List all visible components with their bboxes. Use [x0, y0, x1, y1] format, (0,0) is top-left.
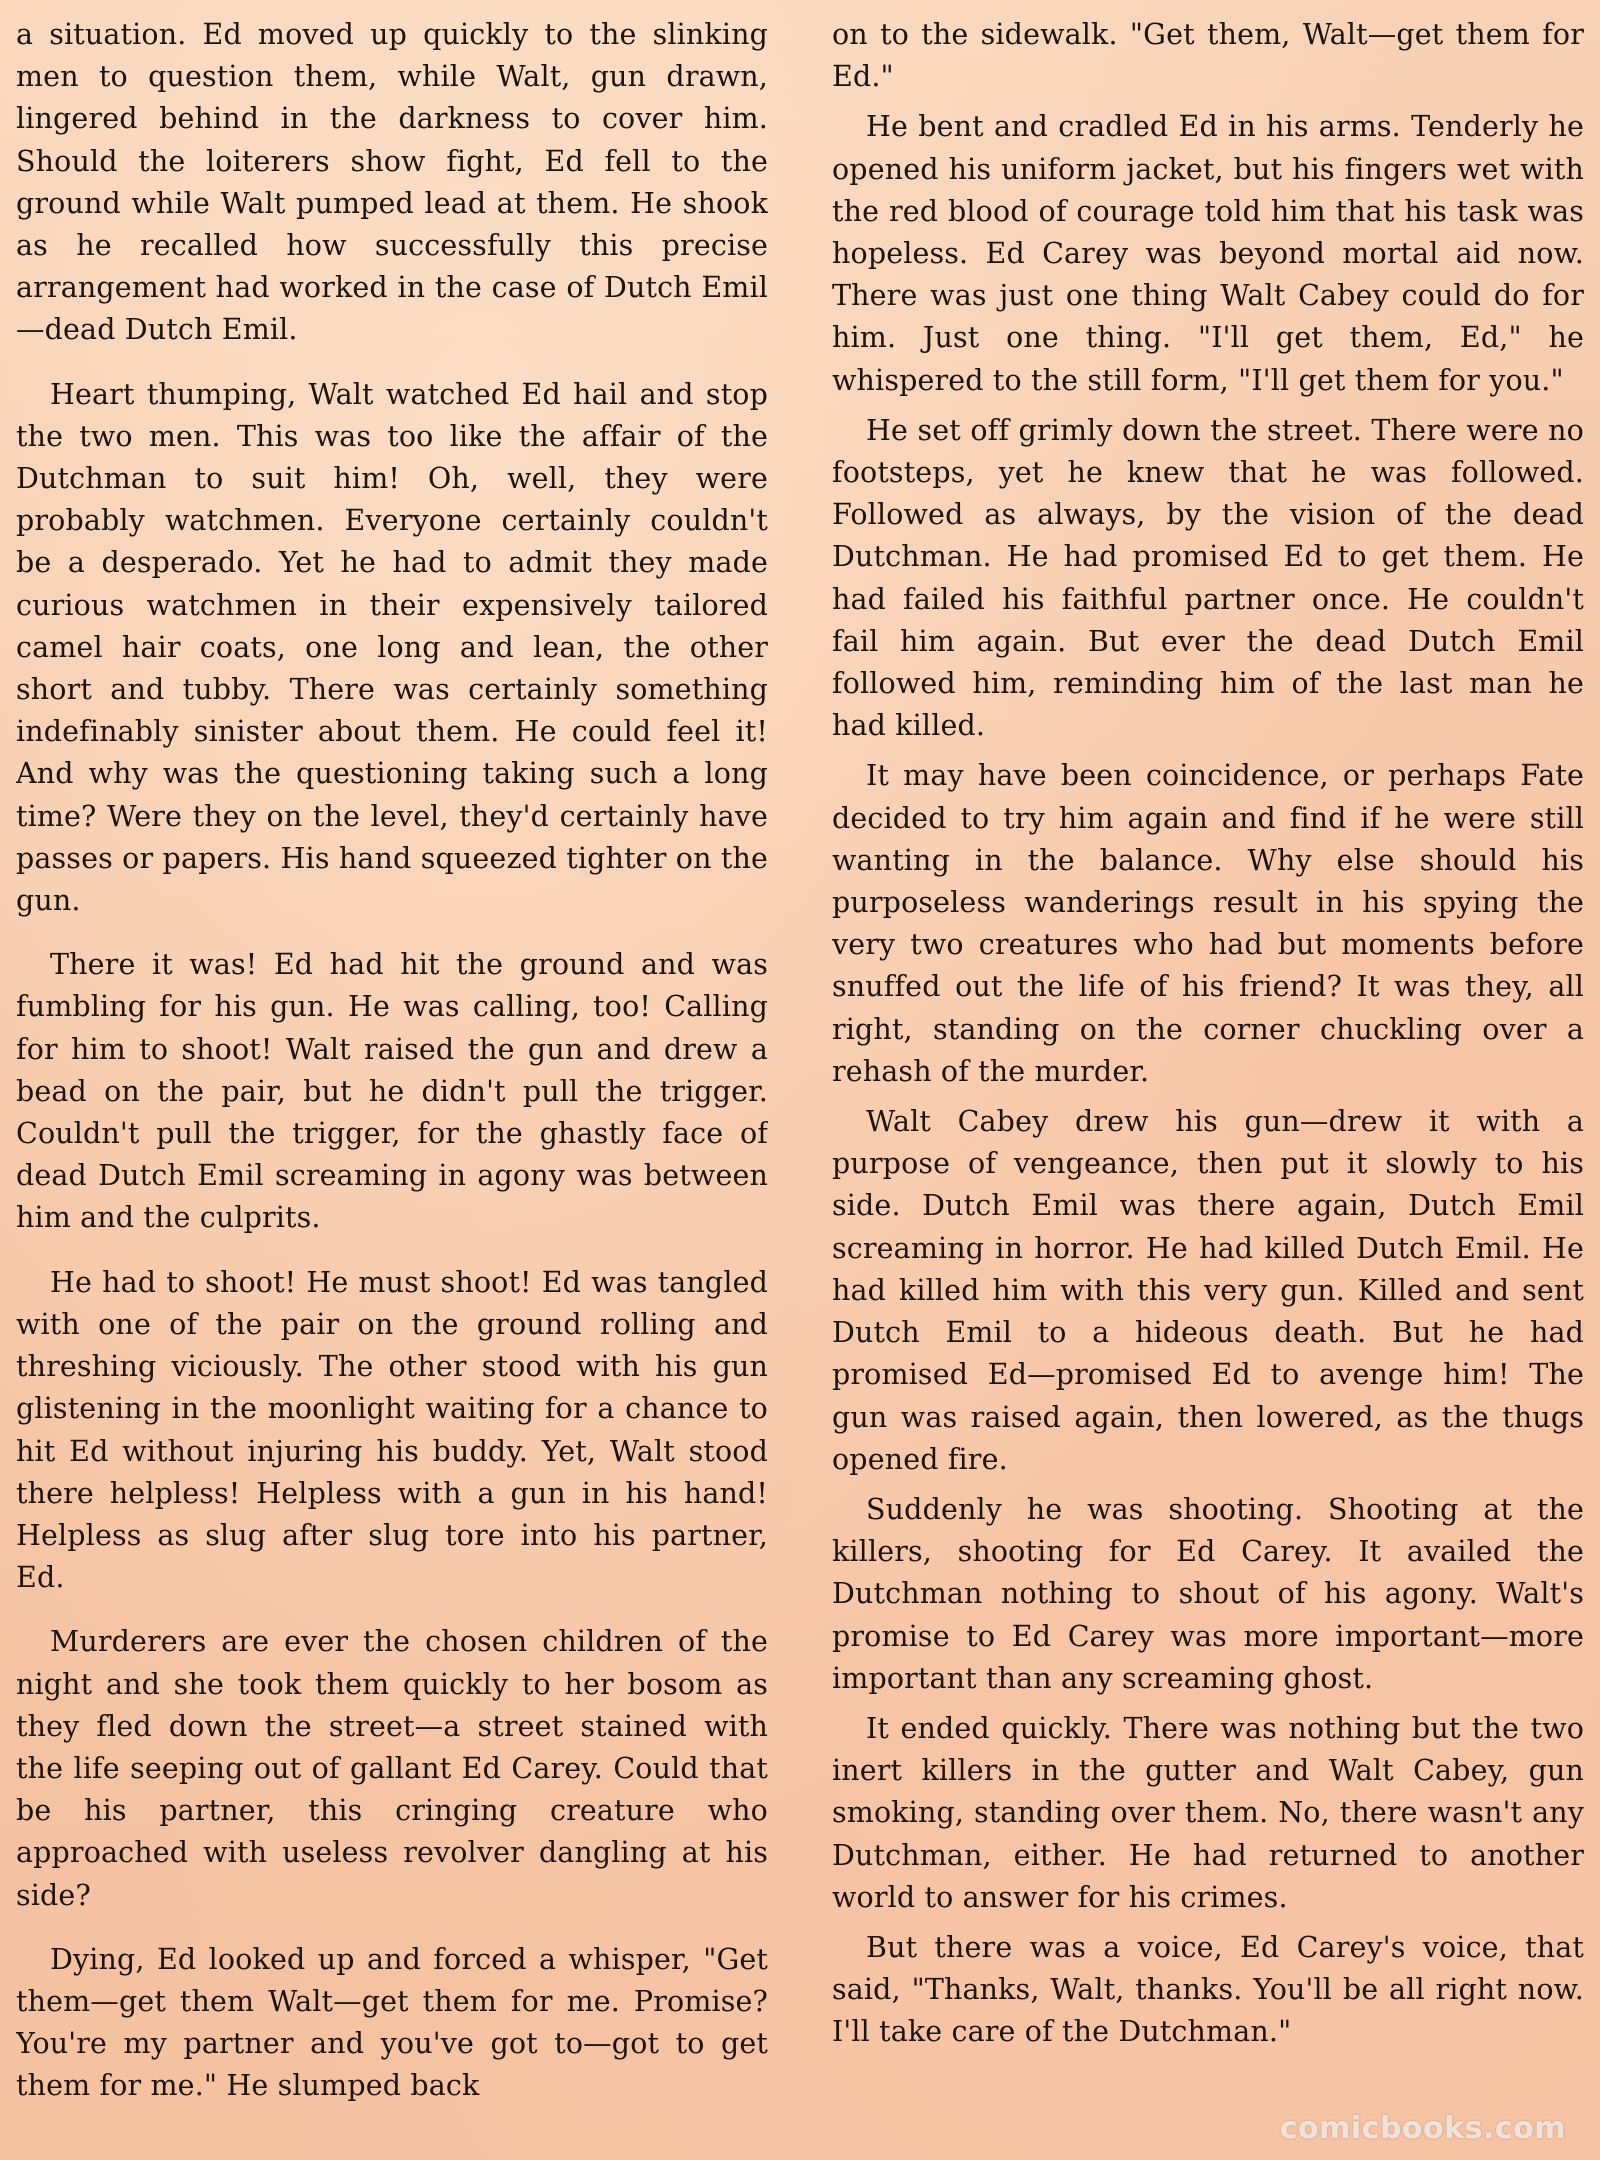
- paragraph: But there was a voice, Ed Carey's voice, that said, "Thanks, Walt, thanks. You'll be all right now. I'll take care of the Dutchman.": [832, 1930, 1584, 2049]
- watermark-logo: comicbooks.com: [1279, 2111, 1566, 2146]
- paragraph: a situation. Ed moved up quickly to the slinking men to question them, while Walt, gun drawn, lingered behind in the darkness to cover him. Should the loiterers show fight, Ed fell to the ground while Walt pumped lead at them. He shook as he recalled how successfully this precise arrangement had worked in the case of Dutch Emil—dead Dutch Emil.: [16, 18, 768, 347]
- paragraph: Heart thumping, Walt watched Ed hail and stop the two men. This was too like the affair of the Dutchman to suit him! Oh, well, they were probably watchmen. Everyone certainly couldn't be a desperado. Yet he had to admit they made curious watchmen in their expensively tailored camel hair coats, one long and lean, the other short and tubby. There was certainly something indefinably sinister about them. He could feel it! And why was the questioning taking such a long time? Were they on the level, they'd certainly have passes or papers. His hand squeezed tighter on the gun.: [16, 377, 768, 918]
- paragraph: He bent and cradled Ed in his arms. Tenderly he opened his uniform jacket, but his fingers wet with the red blood of courage told him that his task was hopeless. Ed Carey was beyond mortal aid now. There was just one thing Walt Cabey could do for him. Just one thing. "I'll get them, Ed," he whispered to the still form, "I'll get them for you.": [832, 110, 1584, 397]
- left-column: [16, 14, 768, 2154]
- paragraph: Dying, Ed looked up and forced a whisper, "Get them—get them Walt—get them for me. Promise? You're my partner and you've got to—got to get them for me." He slumped back: [16, 1942, 768, 2103]
- paragraph: It ended quickly. There was nothing but the two inert killers in the gutter and Walt Cabey, gun smoking, standing over them. No, there wasn't any Dutchman, either. He had returned to another world to answer for his crimes.: [832, 1711, 1584, 1914]
- paragraph: It may have been coincidence, or perhaps Fate decided to try him again and find if he were still wanting in the balance. Why else should his purposeless wanderings result in his spying the very two creatures who had but moments before snuffed out the life of his friend? It was they, all right, standing on the corner chuckling over a rehash of the murder.: [832, 759, 1584, 1088]
- paragraph: He had to shoot! He must shoot! Ed was tangled with one of the pair on the ground rolling and threshing viciously. The other stood with his gun glistening in the moonlight waiting for a chance to hit Ed without injuring his buddy. Yet, Walt stood there helpless! Helpless with a gun in his hand! Helpless as slug after slug tore into his partner, Ed.: [16, 1265, 768, 1595]
- paragraph: There it was! Ed had hit the ground and was fumbling for his gun. He was calling, too! Calling for him to shoot! Walt raised the gun and drew a bead on the pair, but he didn't pull the trigger. Couldn't pull the trigger, for the ghastly face of dead Dutch Emil screaming in agony was between him and the culprits.: [16, 948, 768, 1235]
- paragraph: He set off grimly down the street. There were no footsteps, yet he knew that he was followed. Followed as always, by the vision of the dead Dutchman. He had promised Ed to get them. He had failed his faithful partner once. He couldn't fail him again. But ever the dead Dutch Emil followed him, reminding him of the last man he had killed.: [832, 413, 1584, 743]
- paragraph: Walt Cabey drew his gun—drew it with a purpose of vengeance, then put it slowly to his side. Dutch Emil was there again, Dutch Emil screaming in horror. He had killed Dutch Emil. He had killed him with this very gun. Killed and sent Dutch Emil to a hideous death. But he had promised Ed—promised Ed to avenge him! The gun was raised again, then lowered, as the thugs opened fire.: [832, 1105, 1584, 1476]
- right-column: [832, 14, 1584, 2154]
- paragraph: Murderers are ever the chosen children of the night and she took them quickly to her bosom as they fled down the street—a street stained with the life seeping out of gallant Ed Carey. Could that be his partner, this cringing creature who approached with useless revolver dangling at his side?: [16, 1625, 768, 1912]
- paragraph: on to the sidewalk. "Get them, Walt—get them for Ed.": [832, 18, 1584, 94]
- paragraph: Suddenly he was shooting. Shooting at the killers, shooting for Ed Carey. It availed the Dutchman nothing to shout of his agony. Walt's promise to Ed Carey was more important—more important than any screaming ghost.: [832, 1492, 1584, 1695]
- text-columns: [16, 14, 1584, 2154]
